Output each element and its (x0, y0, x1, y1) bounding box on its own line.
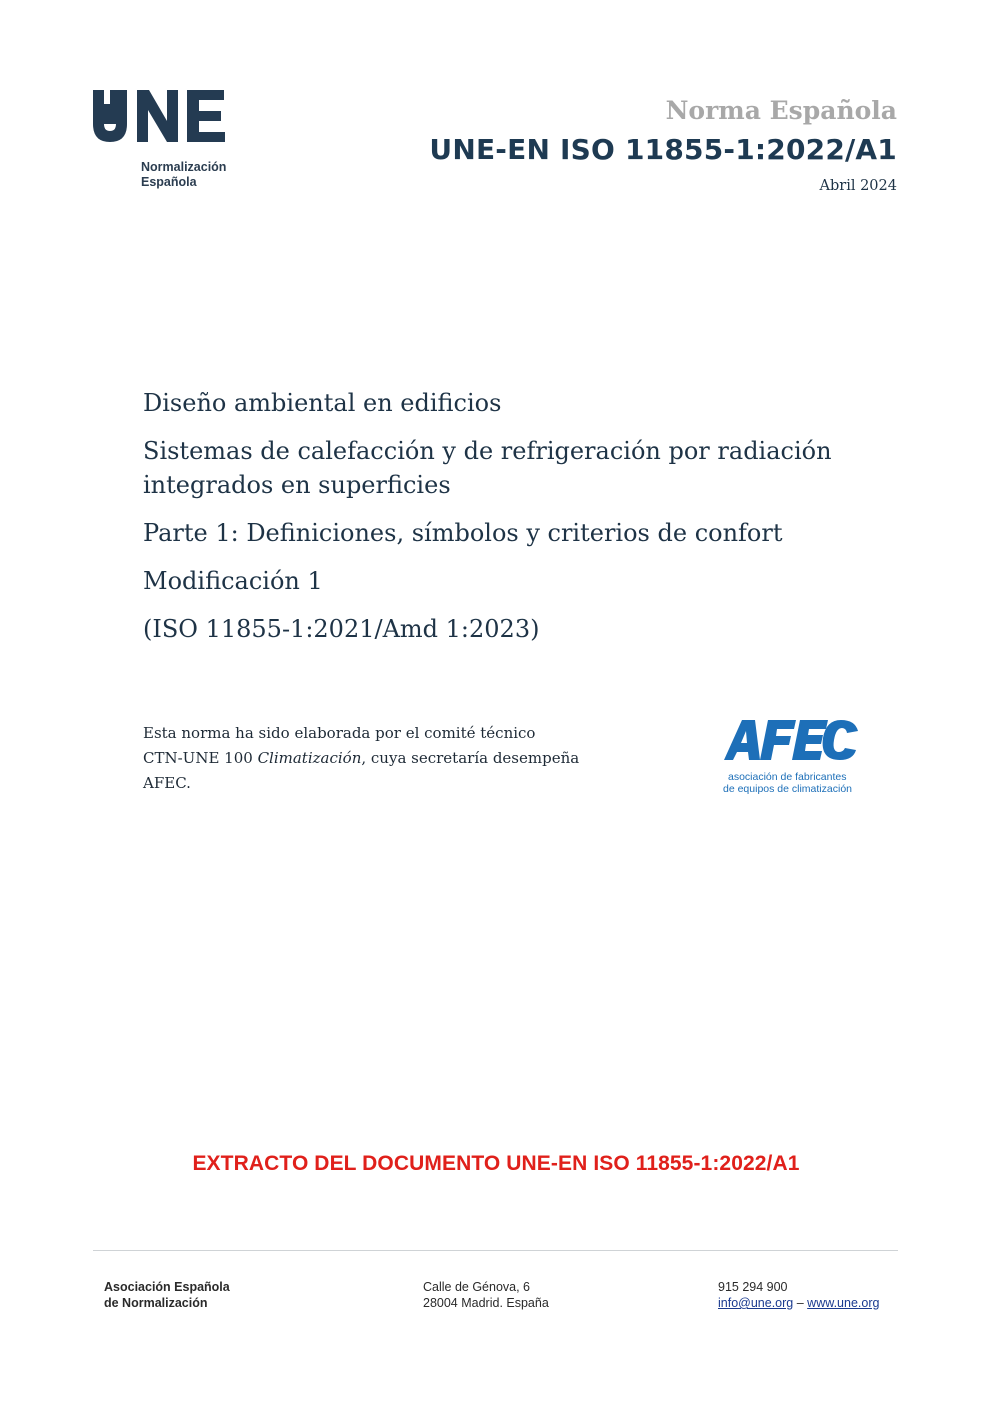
footer-org-line-1: Asociación Española (104, 1280, 230, 1294)
committee-statement (143, 721, 663, 796)
une-logo (93, 90, 253, 200)
title-line-3: Parte 1: Definiciones, símbolos y criterios de confort (143, 519, 783, 547)
title-line-2b: integrados en superficies (143, 471, 451, 499)
committee-code: CTN-UNE 100 (143, 749, 258, 767)
publication-date: Abril 2024 (819, 178, 897, 194)
footer-divider (93, 1250, 898, 1251)
committee-line-1: Esta norma ha sido elaborada por el comité técnico (143, 724, 536, 742)
une-logo-sub-line2: Española (141, 175, 197, 189)
footer-address-line-1: Calle de Génova, 6 (423, 1280, 531, 1294)
footer-link-separator: – (796, 1296, 804, 1310)
footer-links (718, 1295, 879, 1311)
standard-code: UNE-EN ISO 11855-1:2022/A1 (429, 133, 897, 166)
afec-logo (722, 718, 867, 798)
footer-org-line-2: de Normalización (104, 1296, 208, 1310)
committee-line-3: AFEC. (143, 774, 191, 792)
afec-subtitle-1: asociación de fabricantes (728, 771, 847, 783)
website-link[interactable]: www.une.org (807, 1296, 880, 1310)
footer-organization (104, 1279, 230, 1311)
afec-logo-mark (722, 718, 862, 764)
document-title-block (143, 386, 883, 660)
title-line-5: (ISO 11855-1:2021/Amd 1:2023) (143, 615, 540, 643)
footer-address-line-2: 28004 Madrid. España (423, 1296, 549, 1310)
afec-subtitle-2: de equipos de climatización (723, 783, 852, 795)
committee-name: Climatización (257, 749, 362, 767)
une-logo-subtitle (141, 160, 253, 190)
committee-line-2 (143, 746, 663, 771)
footer-address (423, 1279, 549, 1311)
norma-label: Norma Española (665, 96, 897, 125)
title-line-4: Modificación 1 (143, 567, 323, 595)
committee-line-2-rest: , cuya secretaría desempeña (361, 749, 580, 767)
extract-banner: EXTRACTO DEL DOCUMENTO UNE-EN ISO 11855-1:2022/A1 (192, 1152, 800, 1175)
une-logo-mark (93, 90, 233, 150)
title-line-2a: Sistemas de calefacción y de refrigeración por radiación (143, 437, 832, 465)
email-link[interactable]: info@une.org (718, 1296, 794, 1310)
une-logo-sub-line1: Normalización (141, 160, 227, 174)
title-line-1: Diseño ambiental en edificios (143, 389, 502, 417)
footer-phone: 915 294 900 (718, 1280, 788, 1294)
footer-contact (718, 1279, 879, 1311)
